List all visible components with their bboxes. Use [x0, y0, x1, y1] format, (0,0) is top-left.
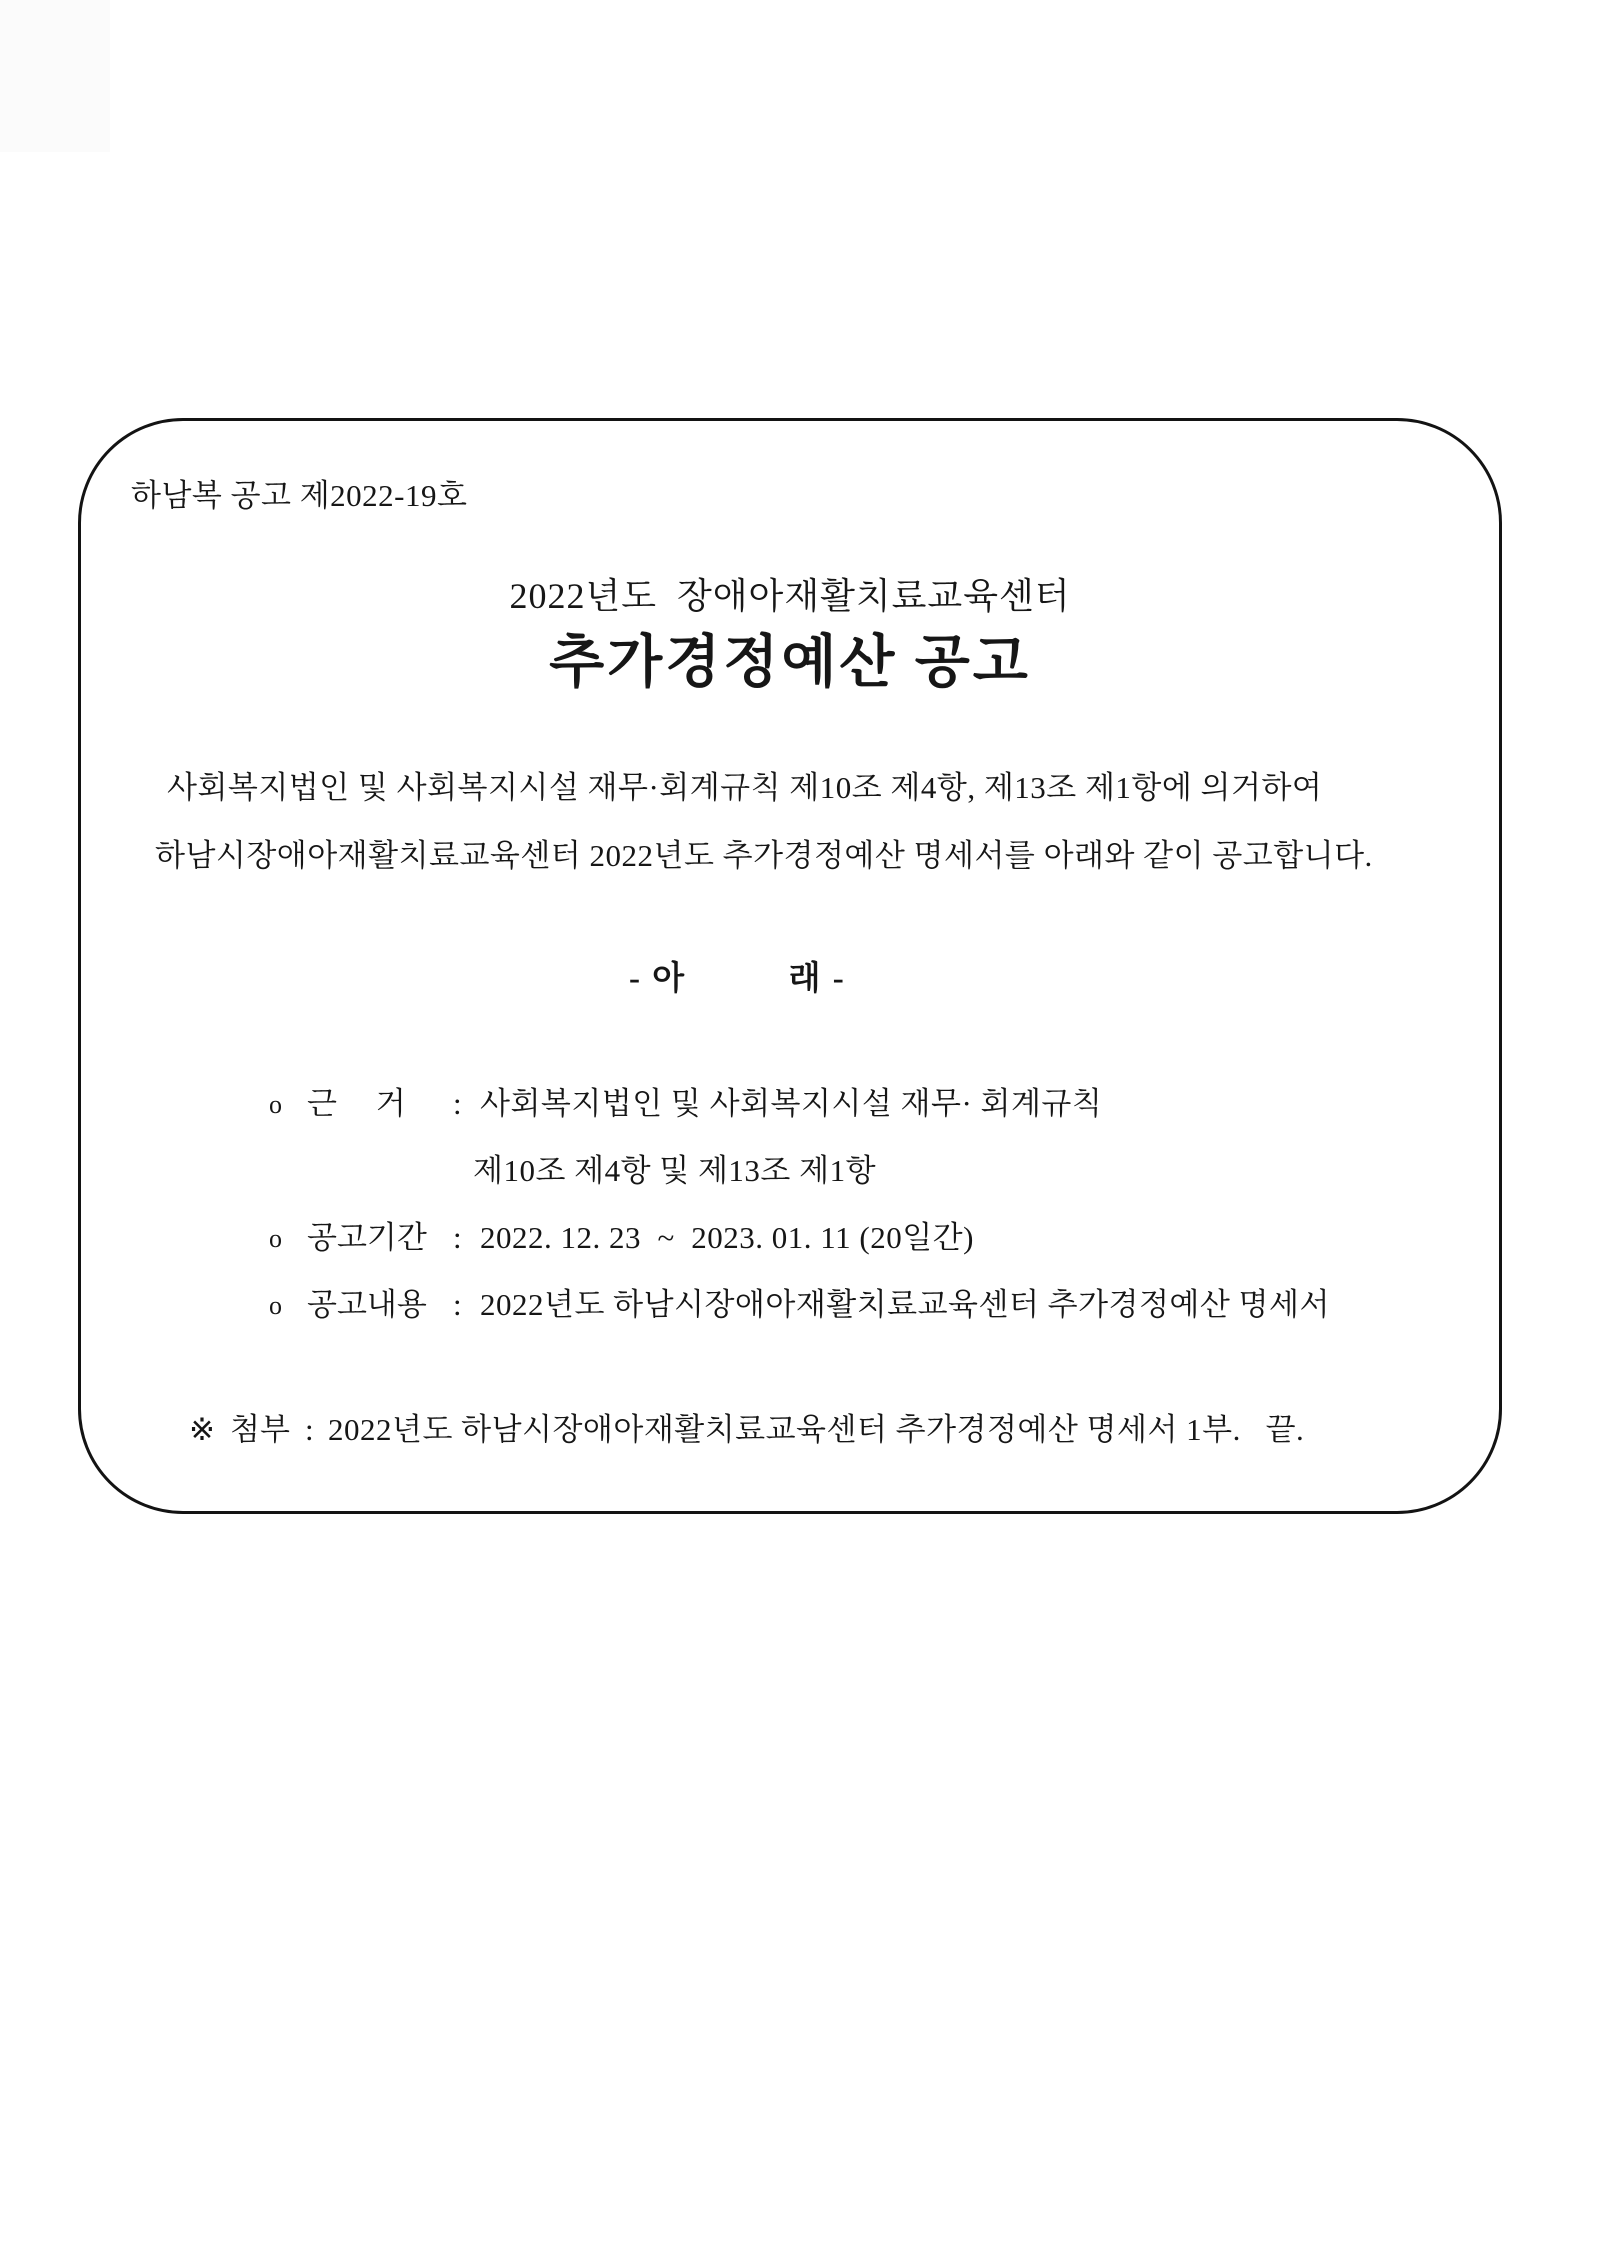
list-item-period: [81, 1221, 1499, 1265]
attachment-colon: :: [305, 1412, 314, 1447]
item-period-colon: :: [453, 1220, 462, 1255]
item-basis-colon: :: [453, 1086, 462, 1121]
list-item-content: [81, 1288, 1499, 1332]
attachment-label: 첨부: [230, 1412, 290, 1447]
bullet-circle-icon: o: [269, 1291, 282, 1320]
below-divider-label: - 아 래 -: [629, 961, 846, 997]
doc-number: 하남복 공고 제2022-19호: [131, 478, 468, 513]
scan-artifact-patch: [0, 0, 110, 152]
notice-subtitle: 2022년도 장애아재활치료교육센터: [509, 576, 1071, 616]
attachment-text: 2022년도 하남시장애아재활치료교육센터 추가경정예산 명세서 1부. 끝.: [328, 1412, 1305, 1447]
item-basis-continuation-text: 제10조 제4항 및 제13조 제1항: [473, 1153, 877, 1188]
item-basis-text: 사회복지법인 및 사회복지시설 재무· 회계규칙: [480, 1086, 1103, 1121]
bullet-circle-icon: o: [269, 1224, 282, 1253]
intro-paragraph-line1: 사회복지법인 및 사회복지시설 재무·회계규칙 제10조 제4항, 제13조 제1항에 의거하여: [167, 770, 1323, 805]
bullet-circle-icon: o: [269, 1090, 282, 1119]
reference-mark-icon: ※: [189, 1412, 215, 1447]
item-basis-label: 근 거: [307, 1086, 406, 1121]
item-content-colon: :: [453, 1287, 462, 1322]
list-item-basis: [81, 1087, 1499, 1131]
notice-title: 추가경정예산 공고: [549, 631, 1031, 694]
attachment-line: [81, 1413, 1499, 1457]
notice-border-box: [78, 418, 1502, 1514]
item-period-text: 2022. 12. 23 ~ 2023. 01. 11 (20일간): [480, 1220, 974, 1255]
intro-paragraph-line2: 하남시장애아재활치료교육센터 2022년도 추가경정예산 명세서를 아래와 같이 공고합니다.: [155, 838, 1373, 873]
item-period-label: 공고기간: [307, 1220, 427, 1255]
list-item-basis-continuation: [81, 1154, 1499, 1198]
item-content-label: 공고내용: [307, 1287, 427, 1322]
item-content-text: 2022년도 하남시장애아재활치료교육센터 추가경정예산 명세서: [480, 1287, 1330, 1322]
